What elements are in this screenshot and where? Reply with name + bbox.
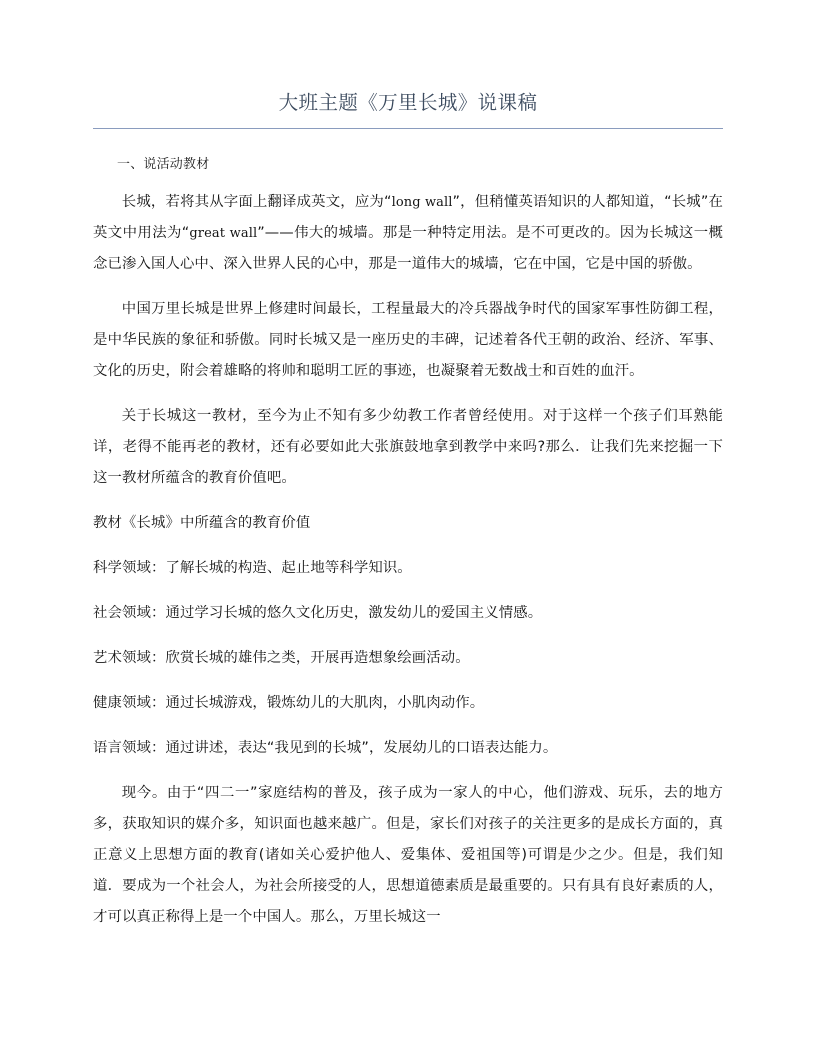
- document-content: [93, 88, 723, 933]
- paragraph-modern-family-structure: 现今。由于“四二一”家庭结构的普及，孩子成为一家人的中心，他们游戏、玩乐，去的地方多，获取知识的媒介多，知识面也越来越广。但是，家长们对孩子的关注更多的是成长方面的，真正意义上思想方面的教育(诸如关心爱护他人、爱集体、爱祖国等)可谓是少之少。但是，我们知道．要成为一个社会人，为社会所接受的人，思想道德素质是最重要的。只有具有良好素质的人，才可以真正称得上是一个中国人。那么，万里长城这一: [93, 785, 723, 925]
- paragraph-great-wall-translation: 长城，若将其从字面上翻译成英文，应为“long wall”，但稍懂英语知识的人都知道，“长城”在英文中用法为“great wall”——伟大的城墙。那是一种特定用法。是不可更改的。因为长城这一概念已渗入国人心中、深入世界人民的心中，那是一道伟大的城墙，它在中国，它是中国的骄傲。: [93, 194, 723, 272]
- paragraph-great-wall-history: 中国万里长城是世界上修建时间最长，工程量最大的冷兵器战争时代的国家军事性防御工程，是中华民族的象征和骄傲。同时长城又是一座历史的丰碑，记述着各代王朝的政治、经济、军事、文化的历史，附会着雄略的将帅和聪明工匠的事迹，也凝聚着无数战士和百姓的血汗。: [93, 301, 723, 379]
- value-item-language: 语言领域：通过讲述，表达“我见到的长城”，发展幼儿的口语表达能力。: [93, 740, 558, 756]
- value-item-science: 科学领域：了解长城的构造、起止地等科学知识。: [93, 560, 412, 576]
- page-title: 大班主题《万里长城》说课稿: [278, 91, 538, 114]
- section-heading-teaching-material: 一、说活动教材: [117, 157, 210, 172]
- value-item-art: 艺术领域：欣赏长城的雄伟之类，开展再造想象绘画活动。: [93, 650, 470, 666]
- value-item-health: 健康领域：通过长城游戏，锻炼幼儿的大肌肉，小肌肉动作。: [93, 695, 485, 711]
- paragraph-teaching-material-question: 关于长城这一教材，至今为止不知有多少幼教工作者曾经使用。对于这样一个孩子们耳熟能详，老得不能再老的教材，还有必要如此大张旗鼓地拿到教学中来吗?那么．让我们先来挖掘一下这一教材所蕴含的教育价值吧。: [93, 408, 723, 486]
- subheading-educational-values: 教材《长城》中所蕴含的教育价值: [93, 515, 311, 531]
- value-item-society: 社会领域：通过学习长城的悠久文化历史，激发幼儿的爱国主义情感。: [93, 605, 543, 621]
